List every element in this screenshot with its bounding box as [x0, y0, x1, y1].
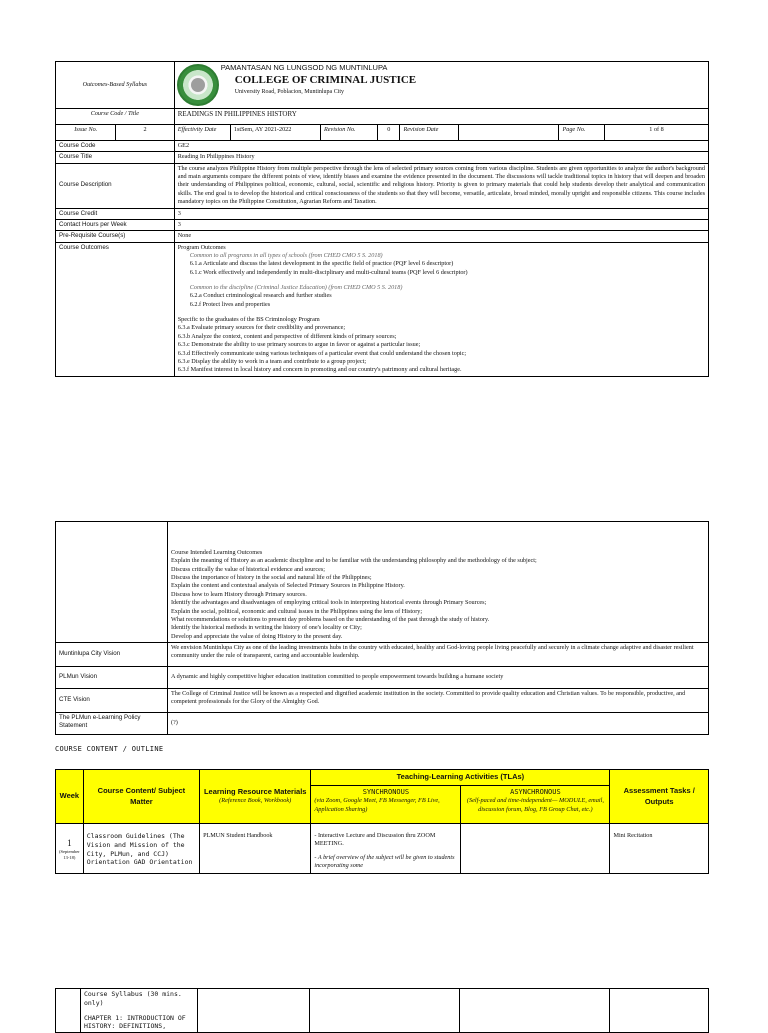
revision-date-label: Revision Date — [400, 125, 458, 141]
muntinlupa-vision-value: We envision Muntinlupa City as one of the leading investments hubs in the country with educated, healthy and God-loving people living peacefully and securely in a climate change adaptive and disaster resilient community under the rule of transparent, caring and accountable leadership. — [168, 643, 709, 667]
cilo-item: Discuss the importance of history in the social and natural life of the Philippines; — [171, 574, 372, 582]
header-learning-resources-sub: (Reference Book, Workbook) — [219, 797, 292, 805]
contact-hours-value: 3 — [174, 219, 708, 230]
prerequisite-label: Pre-Requisite Course(s) — [56, 231, 175, 242]
cilo-item: Develop and appreciate the value of doing History to the present day. — [171, 632, 343, 640]
course-code-title-value: READINGS IN PHILIPPINES HISTORY — [174, 109, 708, 125]
issue-no-label: Issue No. — [56, 125, 116, 141]
header-synchronous: SYNCHRONOUS (via Zoom, Google Meet, FB Messenger, FB Live, Application Sharing) — [311, 786, 461, 824]
row1-week: 1 (September 13-18) — [56, 824, 84, 874]
course-title-label: Course Title — [56, 152, 175, 163]
row1-resources: PLMUN Student Handbook — [200, 824, 311, 874]
issue-no-value: 2 — [116, 125, 174, 141]
outcome-6-1-a: 6.1.a Articulate and discuss the latest development in the specific field of practice (PQF level 6 descriptor) — [189, 260, 454, 268]
row1-assessment: Mini Recitation — [610, 824, 709, 874]
cilo-item: What recommendations or solutions to present day problems based on the understanding of the past through the study of history. — [171, 615, 490, 623]
elearning-policy-value: (?) — [168, 713, 709, 735]
cilo-item: Discuss critically the value of historical evidence and sources; — [171, 565, 325, 573]
cilo-item: Identify the advantages and disadvantages of employing critical tools in interpreting historical events through Primary Sources; — [171, 599, 487, 607]
specific-heading: Specific to the graduates of the BS Criminology Program — [177, 316, 320, 324]
row1-synchronous: - Interactive Lecture and Discussion thru ZOOM MEETING. - A brief overview of the subject will be given to students incorporating some — [311, 824, 461, 874]
outcome-6-2-f: 6.2.f Protect lives and properties — [189, 300, 271, 308]
course-outcomes-label: Course Outcomes — [56, 242, 175, 376]
outcome-6-3-c: 6.3.c Demonstrate the ability to use primary sources to argue in favor or against a particular issue; — [177, 341, 421, 349]
cilo-vision-table — [55, 521, 709, 735]
syllabus-header-table — [55, 61, 709, 377]
prerequisite-value: None — [174, 231, 708, 242]
cte-vision-value: The College of Criminal Justice will be known as a respected and dignified academic institution in the society. Committed to provide quality education and Christian values. To be responsible, productive, and competent professionals for the Glory of the Almighty God. — [168, 689, 709, 713]
contact-hours-label: Contact Hours per Week — [56, 219, 175, 230]
course-credit-label: Course Credit — [56, 208, 175, 219]
program-outcomes-block — [174, 242, 708, 376]
header-asynchronous-sub: (Self-paced and time-independent— MODULE, email, discussion forum, Blog, FB Group Chat, etc.) — [466, 797, 604, 813]
common-discipline-heading: Common to the discipline (Criminal Justice Education) (from CHED CMO 5 S. 2018) — [189, 284, 403, 292]
header-course-content: Course Content/ Subject Matter — [83, 770, 199, 824]
college-address: University Road, Poblacion, Muntinlupa City — [234, 88, 345, 95]
revision-no-value: 0 — [378, 125, 400, 141]
row2-week — [56, 989, 81, 1033]
syllabus-label: Outcomes-Based Syllabus — [56, 62, 175, 109]
college-name: COLLEGE OF CRIMINAL JUSTICE — [234, 74, 417, 87]
cilo-item: Explain the content and contextual analysis of Selected Primary Sources in Philippine History. — [171, 582, 405, 590]
row2-synchronous — [309, 989, 460, 1033]
cilo-item: Discuss how to learn History through Primary sources. — [171, 590, 307, 598]
outcome-6-3-a: 6.3.a Evaluate primary sources for their credibility and provenance; — [177, 324, 346, 332]
cilo-title: Course Intended Learning Outcomes — [171, 549, 263, 557]
university-seal-icon — [175, 62, 221, 108]
course-description-value: The course analyzes Philippine History from multiple perspective through the lens of selected primary sources coming from various discipline. Students are given opportunities to analyze the author's background and main arguments compare the different points of view, identify biases and examine the evidence presented in the document. The discussions will tackle traditional topics in history that will deepen and broaden their understanding of Philippines political, economic, cultural, social, scientific and religious history. Priority is given to primary materials that could help students develop their analytical and communication skills. The end goal is to develop the historical and critical consciousness of the students so that they will become, versatile, articulate, broad minded, morally upright and responsible citizens. This course includes mandatory topics on the Philippine Constitution, Agrarian Reform and Taxation. — [174, 163, 708, 208]
outcome-6-3-e: 6.3.e Display the ability to work in a team and contribute to a group project; — [177, 357, 367, 365]
cilo-item: Explain the meaning of History as an academic discipline and to be familiar with the understanding philosophy and the methodology of the subject; — [171, 557, 537, 565]
row2-asynchronous — [460, 989, 610, 1033]
effectivity-value: 1stSem, AY 2021-2022 — [230, 125, 320, 141]
row1-date: (September 13-18) — [59, 849, 80, 860]
header-synchronous-sub: (via Zoom, Google Meet, FB Messenger, FB Live, Application Sharing) — [314, 797, 440, 813]
outcome-6-3-d: 6.3.d Effectively communicate using various techniques of a particular event that could understand the chosen topic; — [177, 349, 467, 357]
program-outcomes-title: Program Outcomes — [177, 243, 226, 251]
muntinlupa-vision-label: Muntinlupa City Vision — [56, 643, 168, 667]
row1-content: Classroom Guidelines (The Vision and Mission of the City, PLMun, and CCJ) Orientation GAD Orientation — [83, 824, 199, 874]
revision-date-value — [458, 125, 559, 141]
header-learning-resources: Learning Resource Materials (Reference Book, Workbook) — [200, 770, 311, 824]
outcome-6-3-b: 6.3.b Analyze the context, content and perspective of different kinds of primary sources; — [177, 332, 397, 340]
course-description-label: Course Description — [56, 163, 175, 208]
course-credit-value: 3 — [174, 208, 708, 219]
page-no-value: 1 of 8 — [605, 125, 709, 141]
course-content-continuation-table — [55, 988, 709, 1033]
page-no-label: Page No. — [559, 125, 605, 141]
header-asynchronous: ASYNCHRONOUS (Self-paced and time-independent— MODULE, email, discussion forum, Blog, FB Group Chat, etc.) — [461, 786, 610, 824]
row1-asynchronous — [461, 824, 610, 874]
row2-assessment — [610, 989, 709, 1033]
plmun-vision-value: A dynamic and highly competitive higher education institution committed to people empowerment towards building a humane society — [168, 667, 709, 689]
plmun-vision-label: PLMun Vision — [56, 667, 168, 689]
cte-vision-label: CTE Vision — [56, 689, 168, 713]
course-code-value: GE2 — [174, 141, 708, 152]
cilo-item: Identify the historical methods in writing the history of one's locality or City; — [171, 624, 362, 632]
row2-resources — [197, 989, 309, 1033]
outcome-6-1-c: 6.1.c Work effectively and independently in multi-disciplinary and multi-cultural teams (PQF level 6 descriptor) — [189, 268, 468, 276]
common-all-heading: Common to all programs in all types of schools (from CHED CMO 5 S. 2018) — [189, 251, 383, 259]
course-code-title-label: Course Code / Title — [56, 109, 175, 125]
elearning-policy-label: The PLMun e-Learning Policy Statement — [56, 713, 168, 735]
outcome-6-3-f: 6.3.f Manifest interest in local history and concern in promoting and our country's patrimony and cultural heritage. — [177, 366, 462, 374]
course-code-label: Course Code — [56, 141, 175, 152]
course-title-value: Reading In Philippines History — [174, 152, 708, 163]
cilo-item: Explain the social, political, economic and cultural issues in the Philippines using the lens of History; — [171, 607, 423, 615]
header-tla: Teaching-Learning Activities (TLAs) — [311, 770, 610, 786]
header-assessment: Assessment Tasks / Outputs — [610, 770, 709, 824]
course-outline-title: COURSE CONTENT / OUTLINE — [55, 745, 164, 753]
university-name: PAMANTASAN NG LUNGSOD NG MUNTINLUPA — [220, 63, 388, 72]
course-content-table — [55, 769, 709, 874]
outcome-6-2-a: 6.2.a Conduct criminological research and further studies — [189, 292, 332, 300]
effectivity-label: Effectivity Date — [174, 125, 230, 141]
header-week: Week — [56, 770, 84, 824]
row2-content: Course Syllabus (30 mins. only) CHAPTER 1: INTRODUCTION OF HISTORY: DEFINITIONS, — [80, 989, 197, 1033]
revision-no-label: Revision No. — [320, 125, 377, 141]
cilo-block — [168, 522, 709, 643]
